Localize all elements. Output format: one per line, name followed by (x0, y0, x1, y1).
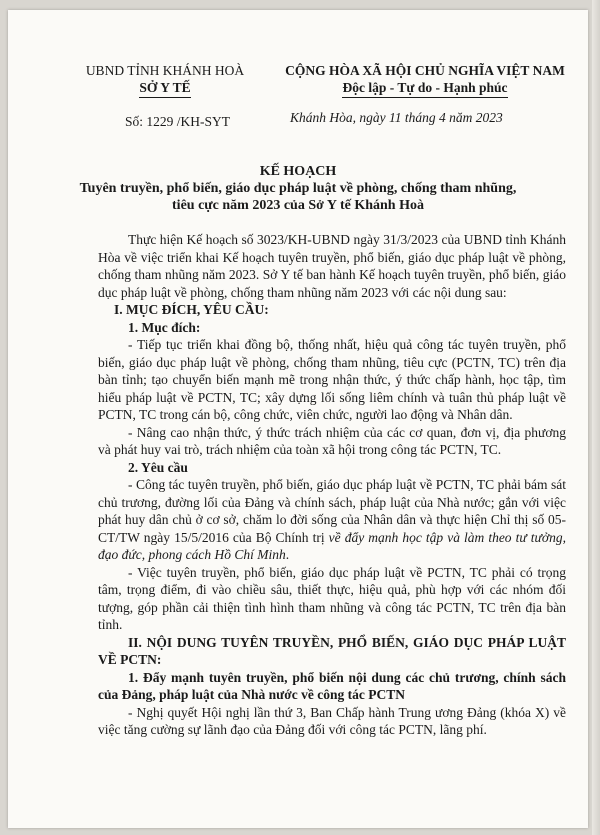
issuing-agency (70, 62, 260, 98)
motto: Độc lập - Tự do - Hạnh phúc (342, 79, 507, 98)
section-2-heading: II. NỘI DUNG TUYÊN TRUYỀN, PHỔ BIẾN, GIÁO DỤC PHÁP LUẬT VỀ PCTN: (98, 634, 566, 667)
requirement-end: . (285, 547, 290, 562)
section-1-heading: I. MỤC ĐÍCH, YÊU CẦU: (114, 302, 269, 317)
page-edge-shadow (592, 0, 600, 835)
requirement-paragraph-2: - Việc tuyên truyền, phổ biến, giáo dục pháp luật về PCTN, TC phải có trọng tâm, trọng điểm, đi vào chiều sâu, thiết thực, hiệu quả, phù hợp với các nhóm đối tượng, góp phần cải thiện tình hình tham nhũng và công tác PCTN, TC trên địa bàn tỉnh. (98, 564, 566, 632)
document-subject-line1: Tuyên truyền, phổ biến, giáo dục pháp luật về phòng, chống tham nhũng, (79, 181, 517, 196)
section-2-1-heading: 1. Đẩy mạnh tuyên truyền, phổ biến nội dung các chủ trương, chính sách của Đảng, pháp luật của Nhà nước về công tác PCTN (98, 669, 566, 702)
purpose-paragraph-1: - Tiếp tục triển khai đồng bộ, thống nhất, hiệu quả công tác tuyên truyền, phổ biến, giáo dục pháp luật về phòng, chống tham nhũng, tiêu cực (PCTN, TC) trên địa bàn tỉnh; tạo chuyển biến mạnh mẽ trong nhận thức, ý thức chấp hành, học tập, tìm hiểu pháp luật về PCTN, TC; xây dựng lối sống liêm chính và tuân thủ pháp luật về PCTN, TC trong cán bộ, công chức, viên chức, người lao động và Nhân dân. (98, 337, 566, 422)
nation-name: CỘNG HÒA XÃ HỘI CHỦ NGHĨA VIỆT NAM (285, 63, 565, 78)
requirement-text: - Công tác tuyên truyền, phổ biến, giáo dục pháp luật về PCTN, TC phải bám sát chủ trương, đường lối của Đảng và chính sách, pháp luật của Nhà nước; gắn với việc phát huy dân chủ ở cơ sở, chăm lo đời sống của Nhân dân và thực hiện Chỉ thị số 05-CT/TW ngày 15/5/2016 của Bộ Chính trị (98, 477, 566, 545)
purpose-paragraph-2: - Nâng cao nhận thức, ý thức trách nhiệm của các cơ quan, đơn vị, địa phương và phát huy vai trò, trách nhiệm của toàn xã hội trong công tác PCTN, TC. (98, 424, 566, 457)
section-1-1-heading: 1. Mục đích: (128, 319, 201, 335)
document-number: Số: 1229 /KH-SYT (125, 114, 231, 129)
intro-paragraph: Thực hiện Kế hoạch số 3023/KH-UBND ngày 31/3/2023 của UBND tỉnh Khánh Hòa về việc triển khai Kế hoạch tuyên truyền, phổ biến, giáo dục pháp luật về phòng, chống tham nhũng năm 2023. Sở Y tế ban hành Kế hoạch tuyên truyền, phổ biến, giáo dục pháp luật về phòng, chống tham nhũng năm 2023 với các nội dung sau: (98, 232, 566, 300)
agency-name: SỞ Y TẾ (139, 79, 190, 98)
content-paragraph-1: - Nghị quyết Hội nghị lần thứ 3, Ban Chấp hành Trung ương Đảng (khóa X) về việc tăng cường sự lãnh đạo của Đảng đối với công tác PCTN, lãng phí. (98, 704, 566, 737)
section-1-2-heading: 2. Yêu cầu (128, 459, 188, 475)
document-body (98, 231, 566, 739)
document-type: KẾ HOẠCH (259, 164, 337, 179)
document-subject-line2: tiêu cực năm 2023 của Sở Y tế Khánh Hoà (172, 198, 424, 213)
requirement-paragraph-1 (98, 476, 566, 564)
document-page (8, 10, 588, 828)
agency-parent: UBND TỈNH KHÁNH HOÀ (85, 63, 245, 78)
directive-title: về đẩy mạnh học tập và làm theo tư tưởng, đạo đức, phong cách Hồ Chí Minh (98, 529, 566, 562)
national-motto (270, 62, 580, 98)
place-and-date: Khánh Hòa, ngày 11 tháng 4 năm 2023 (290, 110, 503, 125)
